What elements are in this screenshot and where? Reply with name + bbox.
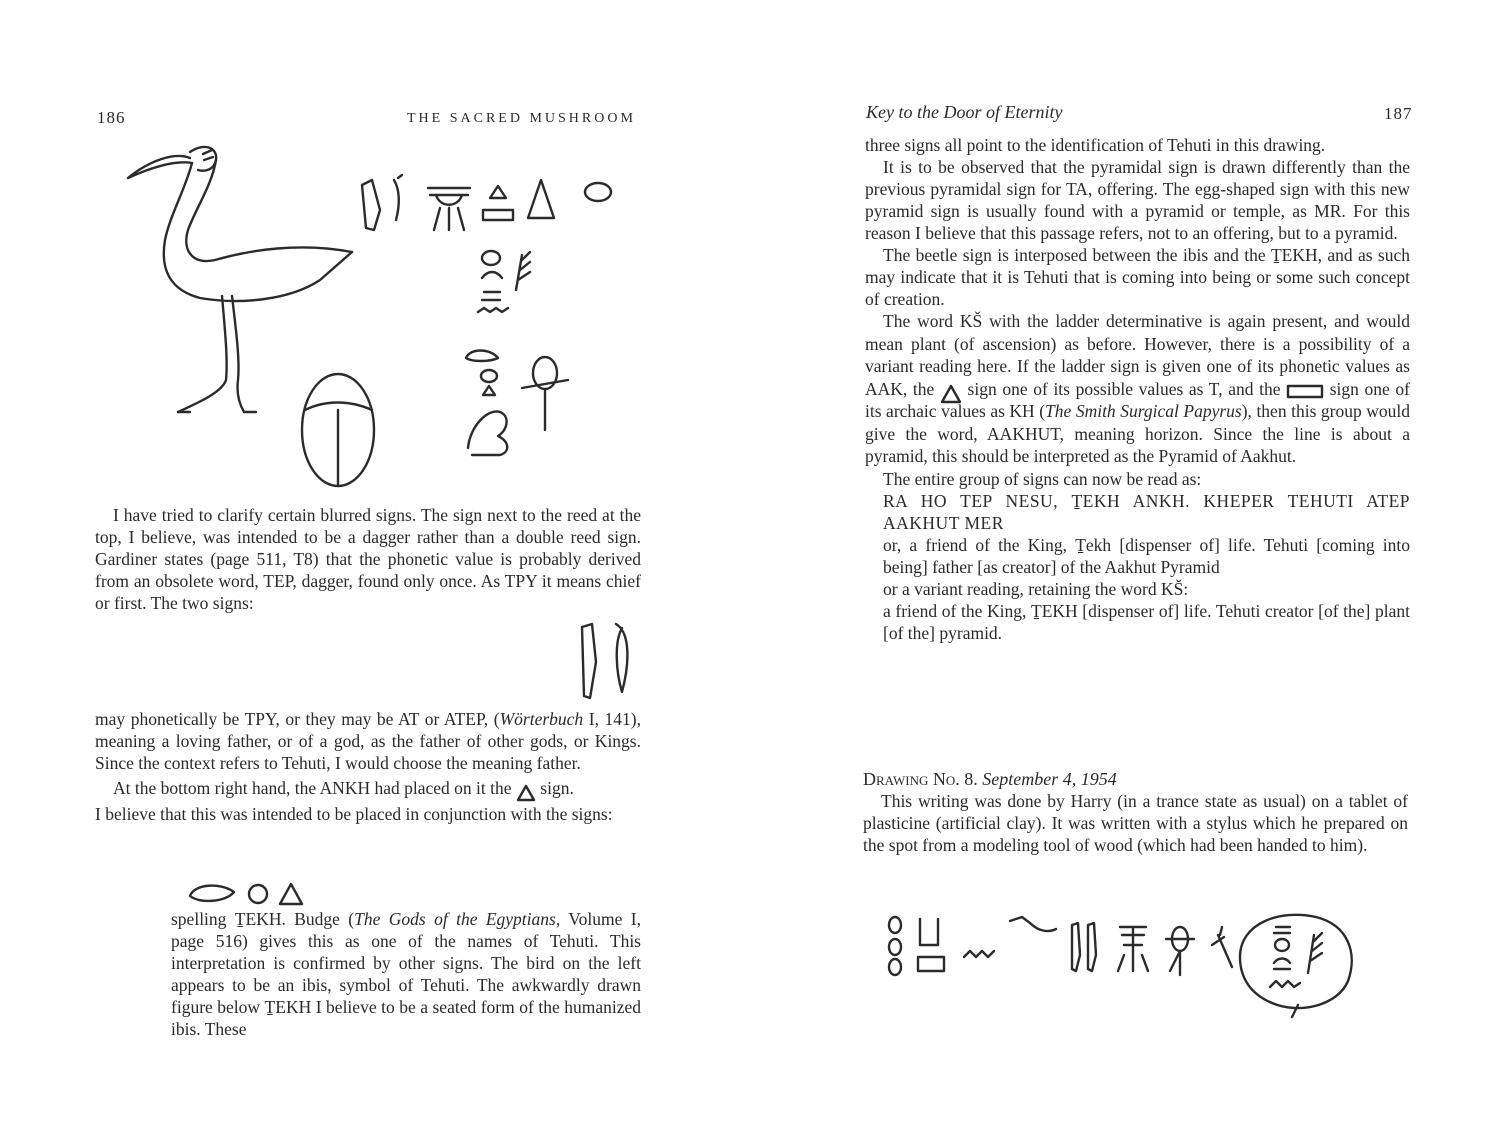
para3-text-a: At the bottom right hand, the ANKH had placed on it the: [113, 778, 512, 798]
para4-text-a: The word KŠ with the ladder determinative is again present, and would mean plant (of ascension) as before. However, there is a possibility of a variant reading here. If the ladder sign is given one of its phonetic values as AAK, the: [865, 311, 1410, 399]
drawing-label: Drawing No. 8.: [863, 769, 978, 789]
para4-text-c: sign one of its archaic values as KH (: [865, 378, 1410, 422]
ankh-sign: [522, 357, 568, 430]
pyramid-sign-inline: [516, 784, 536, 802]
para2-text-b: I, 141), meaning a loving father, or of a god, as the father of other gods, or Kings. Since the context refers to Tehuti, I would choose the meaning father.: [95, 709, 642, 773]
two-signs-figure: [578, 622, 638, 702]
tekh-signs-figure: [186, 878, 316, 910]
reading-variant-translation: a friend of the King, ṮEKH [dispenser of] life. Tehuti creator [of the] plant [of the] pyramid.: [883, 600, 1410, 643]
left-text-block-2: [95, 708, 641, 825]
left-text-block-3: [95, 908, 641, 1040]
smith-papyrus-title: The Smith Surgical Papyrus: [1045, 401, 1242, 422]
para2-text-a: may phonetically be TPY, or they may be AT or ATEP, (: [95, 709, 500, 729]
plant-sign-8: [1212, 927, 1232, 967]
lower-center-signs: [466, 351, 507, 456]
hieroglyph-drawing-7: [0, 130, 750, 490]
left-paragraph-3: [95, 777, 641, 799]
ibis-figure: [128, 147, 352, 412]
hieroglyph-drawing-8: [880, 905, 1400, 1015]
right-paragraph-3: The beetle sign is interposed between the ibis and the ṮEKH, and as such may indicate that it is Tehuti that is coming into being or some such concept of creation.: [865, 245, 1410, 309]
reed-dagger-signs: [362, 175, 402, 230]
reading-translation: or, a friend of the King, Ṯekh [dispenser of] life. Tehuti [coming into being] father [as creator] of the Aakhut Pyramid: [883, 534, 1410, 577]
right-paragraph-6: This writing was done by Harry (in a trance state as usual) on a tablet of plasticine (artificial clay). It was written with a stylus which he prepared on the spot from a modeling tool of wood (which had been handed to him).: [863, 791, 1408, 855]
worterbuch-title: Wörterbuch: [499, 709, 584, 729]
para4-text-d: ), then this group would give the word, AAKHUT, meaning horizon. Since the line is about a pyramid, this should be interpreted as the Pyramid of Aakhut.: [865, 401, 1411, 467]
left-paragraph-5-first: [95, 908, 641, 1040]
reed-sign: [616, 624, 627, 692]
reed-pair-sign: [1072, 923, 1096, 971]
drawing-date: September 4, 1954: [982, 769, 1117, 789]
gods-of-egyptians-title: The Gods of the Egyptians,: [354, 909, 561, 929]
para3-text-b: sign.: [540, 778, 574, 798]
left-paragraph-1: I have tried to clarify certain blurred signs. The sign next to the reed at the top, I believe, was intended to be a dagger rather than a double reed sign. Gardiner states (page 511, T8) that the phonetic value is probably derived from an obsolete word, TEP, dagger, found only once. As TPY it means chief or first. The two signs:: [95, 505, 641, 613]
rectangle-sign-inline: [1286, 384, 1324, 400]
reading-transliteration: RA HO TEP NESU, ṮEKH ANKH. KHEPER TEHUTI ATEP AAKHUT MER: [883, 490, 1410, 533]
ladder-sign: [428, 188, 470, 230]
right-text-block-1: [865, 134, 1410, 644]
bird-sign: [1010, 917, 1056, 931]
reading-variant-intro: or a variant reading, retaining the word KŠ:: [883, 578, 1189, 599]
egg-sign: [249, 885, 267, 903]
left-paragraph-2: [95, 708, 641, 774]
right-paragraph-2: It is to be observed that the pyramidal sign is drawn differently than the previous pyramidal sign for TA, offering. The egg-shaped sign with this new pyramid sign is usually found with a pyramid or temple, as MR. For this reason I believe that this passage refers, not to an offering, but to a pyramid.: [865, 157, 1410, 243]
right-paragraph-4: [865, 310, 1410, 468]
drawing-8-section: [863, 768, 1408, 856]
para5-text-b: Volume I, page 516) gives this as one of the names of Tehuti. This interpretation is confirmed by other signs. The bird on the left appears to be an ibis, symbol of Tehuti. The awkwardly drawn figure below ṮEKH I believe to be a seated form of the humanized ibis. These: [171, 909, 641, 1039]
pyramid-sign-inline: [940, 384, 962, 404]
dagger-sign: [582, 624, 596, 698]
ladder-sign-8: [1118, 927, 1148, 971]
offering-pyramid-signs: [483, 180, 611, 220]
bread-loaf-sign: [190, 886, 234, 901]
left-running-head: THE SACRED MUSHROOM: [407, 111, 636, 126]
basket-stand-sign: [918, 919, 944, 971]
standing-figure-sign: [1166, 927, 1194, 975]
water-sign: [964, 951, 994, 957]
cartouche-circle: [1240, 915, 1352, 1017]
right-page-number: 187: [1384, 104, 1413, 123]
drawing-8-heading: [863, 768, 1408, 790]
para4-text-b: sign one of its possible values as T, and the: [967, 378, 1281, 399]
left-paragraph-4: I believe that this was intended to be placed in conjunction with the signs:: [95, 804, 613, 824]
left-page-number: 186: [97, 108, 126, 127]
middle-signs: [478, 251, 530, 312]
right-paragraph-5: The entire group of signs can now be read as:: [883, 468, 1202, 489]
para5-text-a: spelling ṮEKH. Budge (: [171, 909, 355, 929]
right-running-head: Key to the Door of Eternity: [866, 102, 1063, 122]
right-paragraph-1: three signs all point to the identification of Tehuti in this drawing.: [865, 135, 1326, 155]
right-page: [750, 0, 1500, 1133]
pyramid-sign: [280, 884, 302, 904]
twisted-flax-sign: [889, 917, 901, 975]
scarab-beetle: [302, 374, 374, 486]
left-text-block-1: [95, 504, 641, 614]
